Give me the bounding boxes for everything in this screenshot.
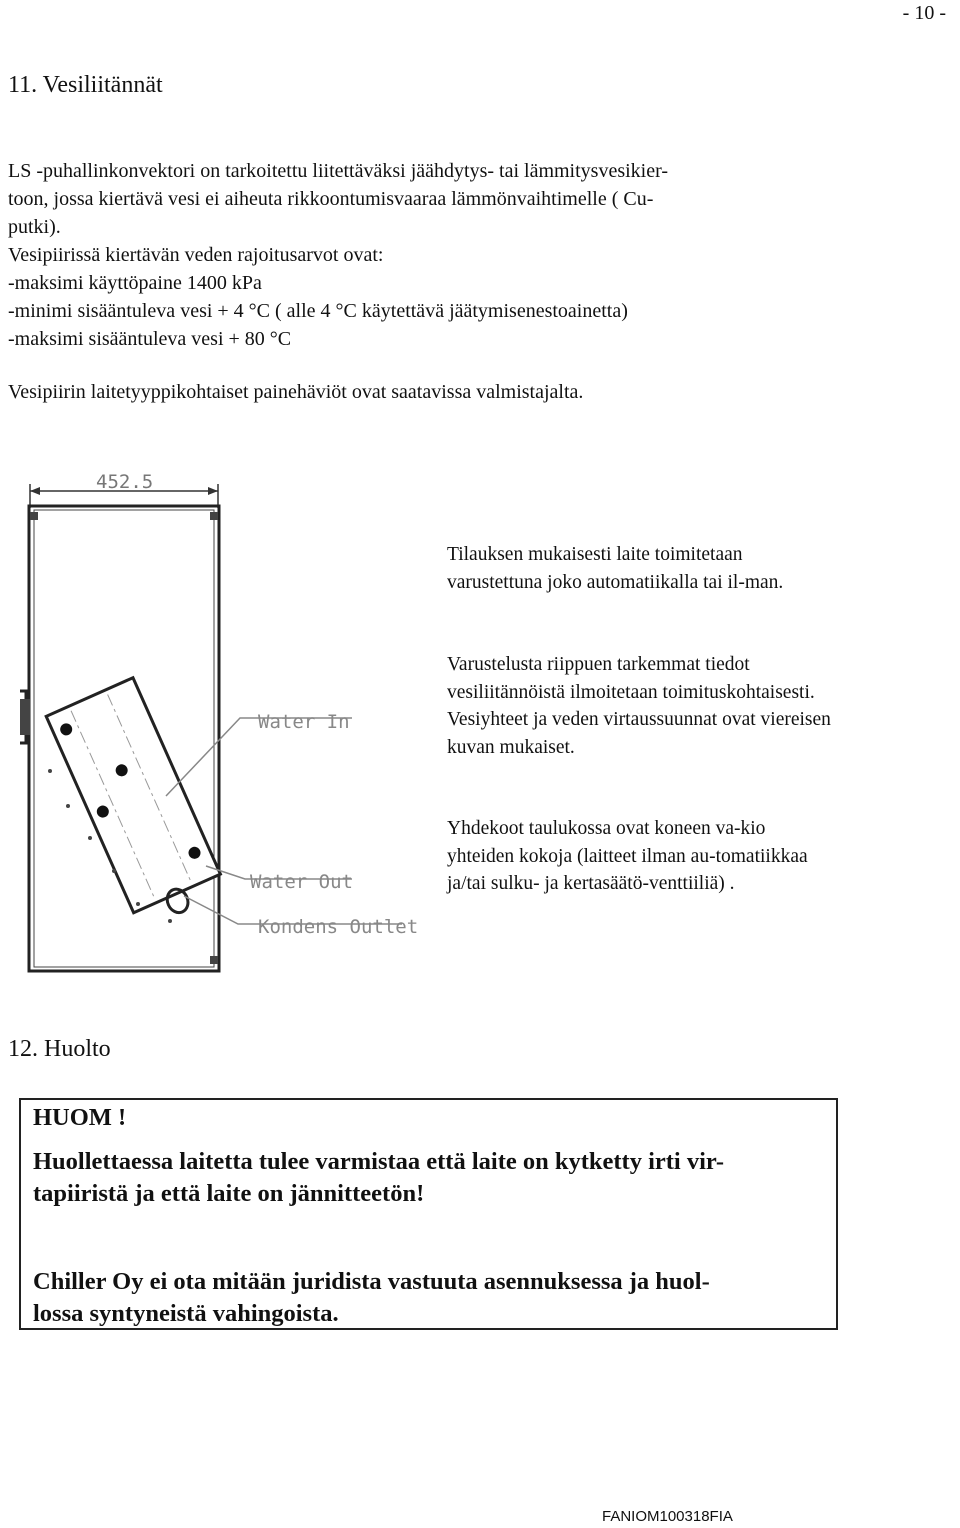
- side-paragraph-2: Varustelusta riippuen tarkemmat tiedot vesiliitännöistä ilmoitetaan toimituskohtaisesti. Vesiyhteet ja veden virtaussuunnat ovat viereisen kuvan mukaiset.: [447, 654, 831, 758]
- section-11-heading: 11. Vesiliitännät: [8, 72, 163, 98]
- intro-line-1: LS -puhallinkonvektori on tarkoitettu liitettäväksi jäähdytys- tai lämmitysvesikier-: [8, 160, 669, 182]
- water-out-label: Water Out: [250, 871, 353, 893]
- footer-document-code: FANIOM100318FIA: [602, 1508, 733, 1525]
- page-number: - 10 -: [902, 2, 946, 24]
- limit-max-temp: -maksimi sisääntuleva vesi + 80 °C: [8, 328, 292, 350]
- intro-line-2: toon, jossa kiertävä vesi ei aiheuta rikkoontumisvaaraa lämmönvaihtimelle ( Cu-: [8, 188, 654, 210]
- limit-max-pressure: -maksimi käyttöpaine 1400 kPa: [8, 272, 262, 294]
- notice-line-3: Chiller Oy ei ota mitään juridista vastuuta asennuksessa ja huol-: [33, 1268, 710, 1295]
- intro-line-3: putki).: [8, 216, 61, 238]
- notice-line-1: Huollettaessa laitetta tulee varmistaa että laite on kytketty irti vir-: [33, 1148, 725, 1175]
- notice-title: HUOM !: [33, 1104, 127, 1131]
- water-in-label: Water In: [258, 711, 350, 733]
- intro-line-4: Vesipiirissä kiertävän veden rajoitusarvot ovat:: [8, 244, 384, 266]
- pressure-loss-note: Vesipiirin laitetyyppikohtaiset painehäviöt ovat saatavissa valmistajalta.: [8, 381, 584, 403]
- section-12-heading: 12. Huolto: [8, 1036, 111, 1062]
- maintenance-notice-box: [19, 1098, 838, 1330]
- side-paragraph-3: Yhdekoot taulukossa ovat koneen va-kio yhteiden kokoja (laitteet ilman au-tomatiikkaa ja/tai sulku- ja kertasäätö-venttiiliä) .: [447, 818, 808, 894]
- side-paragraph-1: Tilauksen mukaisesti laite toimitetaan varustettuna joko automatiikalla tai il-man.: [447, 544, 784, 593]
- notice-line-2: tapiiristä ja että laite on jännitteetön!: [33, 1180, 425, 1207]
- dimension-label: 452.5: [96, 471, 154, 493]
- limit-min-temp: -minimi sisääntuleva vesi + 4 °C ( alle 4 °C käytettävä jäätymisenestoainetta): [8, 300, 628, 322]
- kondens-outlet-label: Kondens Outlet: [258, 916, 419, 938]
- water-connection-drawing: [20, 466, 420, 976]
- notice-line-4: lossa syntyneistä vahingoista.: [33, 1300, 339, 1327]
